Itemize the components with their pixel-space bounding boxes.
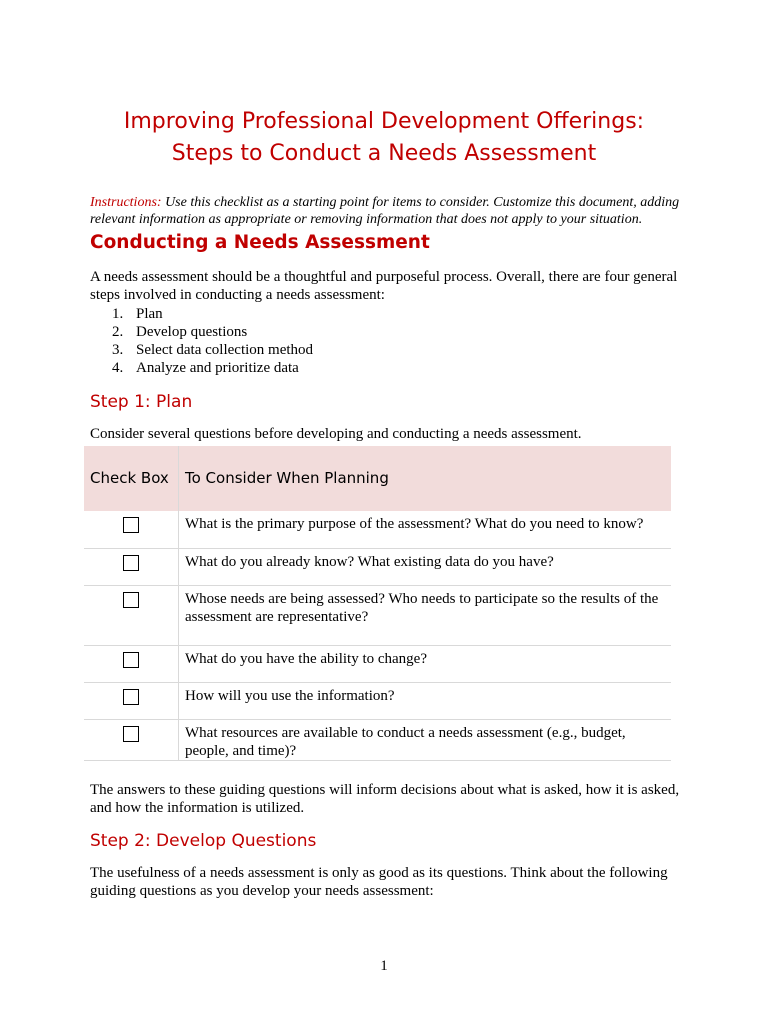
planning-checklist-table (84, 446, 671, 761)
instructions-text: Use this checklist as a starting point for items to consider. Customize this document, adding relevant information as appropriate or removing information that does not apply to your situation. (90, 195, 680, 227)
list-item (112, 341, 313, 359)
table-cell: What do you have the ability to change? (179, 645, 672, 682)
list-item-number: 4. (112, 360, 124, 376)
checkbox[interactable] (123, 726, 139, 742)
table-cell: What is the primary purpose of the assessment? What do you need to know? (179, 511, 672, 548)
table-row (84, 585, 671, 645)
table-header-row (84, 446, 671, 511)
checkbox[interactable] (123, 689, 139, 705)
after-table-paragraph: The answers to these guiding questions will inform decisions about what is asked, how it is asked, and how the information is utilized. (90, 782, 680, 816)
step2-heading: Step 2: Develop Questions (90, 831, 317, 851)
list-item-label: Plan (136, 306, 163, 322)
step2-intro: The usefulness of a needs assessment is only as good as its questions. Think about the following guiding questions as you develop your needs assessment: (90, 865, 668, 899)
list-item-label: Develop questions (136, 324, 248, 340)
step1-heading: Step 1: Plan (90, 392, 193, 412)
list-item (112, 359, 313, 377)
list-item-number: 3. (112, 342, 124, 358)
header-to-consider: To Consider When Planning (179, 446, 672, 511)
checkbox[interactable] (123, 517, 139, 533)
table-cell: Whose needs are being assessed? Who needs to participate so the results of the assessment are representative? (179, 585, 672, 645)
table-row (84, 511, 671, 548)
page-number: 1 (380, 958, 388, 974)
steps-list (112, 305, 313, 377)
checkbox[interactable] (123, 555, 139, 571)
list-item-number: 2. (112, 324, 124, 340)
table-cell: How will you use the information? (179, 682, 672, 719)
list-item-label: Analyze and prioritize data (136, 360, 299, 376)
instructions-lead: Instructions: (90, 195, 162, 210)
section-heading: Conducting a Needs Assessment (90, 232, 430, 253)
table-row (84, 719, 671, 760)
table-row (84, 548, 671, 585)
document-title (60, 106, 708, 170)
checkbox[interactable] (123, 592, 139, 608)
header-check-box: Check Box (84, 446, 179, 511)
table-row (84, 645, 671, 682)
list-item (112, 323, 313, 341)
intro-paragraph: A needs assessment should be a thoughtful and purposeful process. Overall, there are four general steps involved in conducting a needs assessment: (90, 269, 678, 303)
step1-intro: Consider several questions before developing and conducting a needs assessment. (90, 426, 582, 442)
table-cell: What resources are available to conduct a needs assessment (e.g., budget, people, and time)? (179, 719, 672, 760)
table-row (84, 682, 671, 719)
table-cell: What do you already know? What existing data do you have? (179, 548, 672, 585)
list-item-number: 1. (112, 306, 124, 322)
instructions (90, 194, 686, 228)
checkbox[interactable] (123, 652, 139, 668)
title-line-2: Steps to Conduct a Needs Assessment (171, 141, 597, 166)
list-item-label: Select data collection method (136, 342, 314, 358)
title-line-1: Improving Professional Development Offerings: (123, 109, 645, 134)
list-item (112, 305, 313, 323)
